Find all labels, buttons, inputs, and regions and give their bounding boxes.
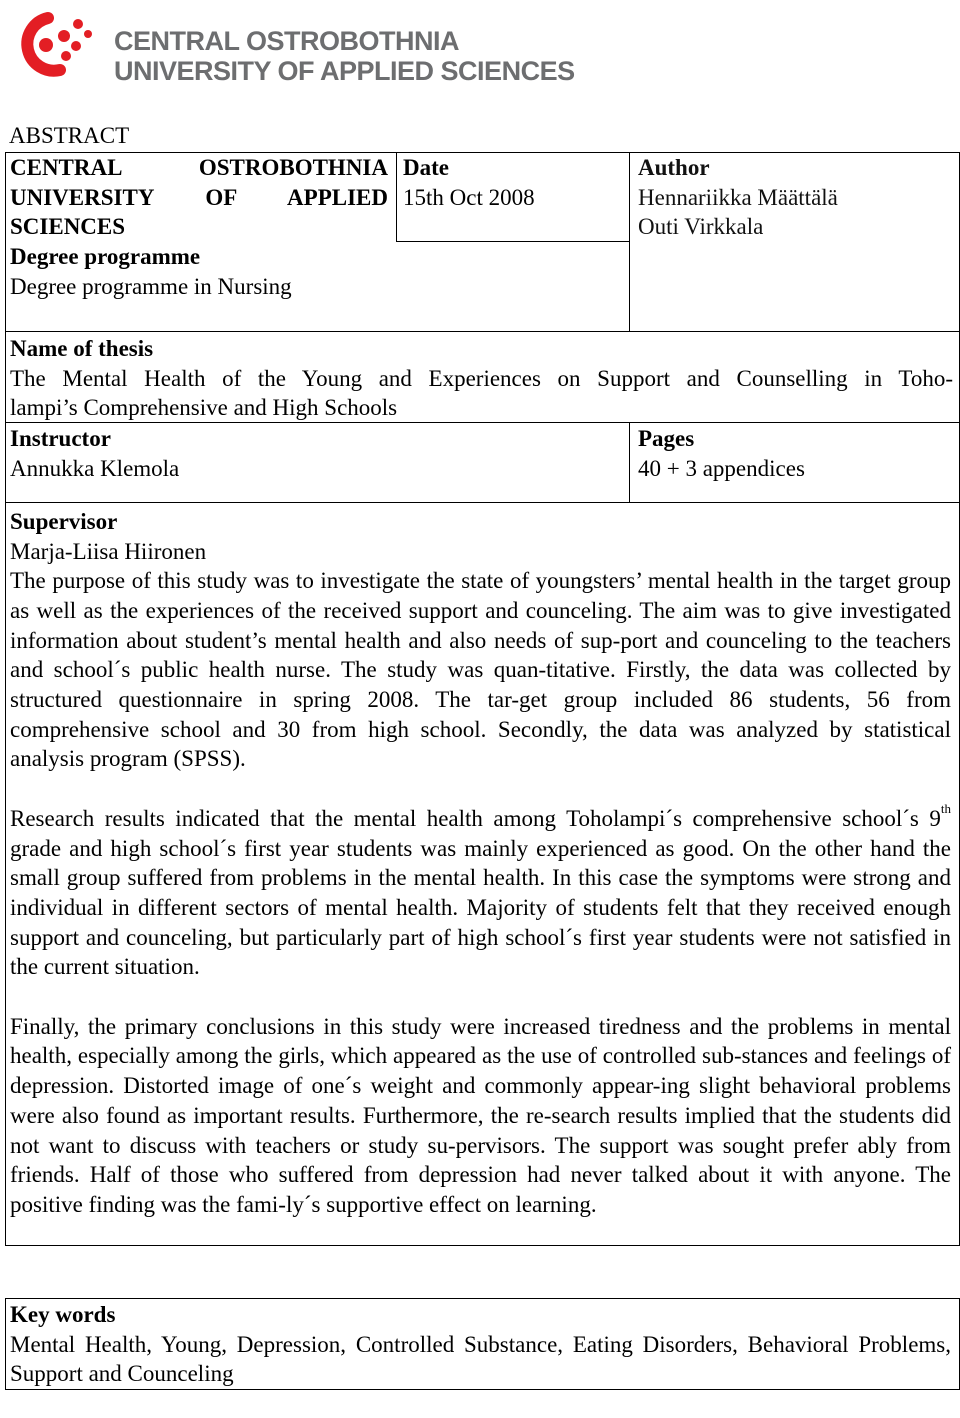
date-cell (396, 152, 630, 242)
author-cell (629, 152, 960, 332)
ordinal-superscript: th (940, 801, 951, 817)
author-label: Author (638, 155, 710, 180)
keywords-label: Key words (10, 1302, 116, 1327)
thesis-label: Name of thesis (10, 336, 154, 361)
abstract-heading: ABSTRACT (9, 123, 130, 148)
date-value: 15th Oct 2008 (403, 184, 535, 210)
abstract-paragraph-3: Finally, the primary conclusions in this study were increased tiredness and the problems in mental health, especially among the girls, which appeared as the use of controlled sub-stances and feelings of depression. Distorted image of one´s weight and commonly appear-ing slight behavioral problems were also found as important results. Furthermore, the re-search results implied that the students did not want to discuss with teachers or study su-pervisors. The support was sought prefer ably from friends. Half of those who suffered from depression had never talked about it with anyone. The positive finding was the fami-ly´s supportive effect on learning. (10, 1013, 951, 1217)
university-line-3: SCIENCES (10, 214, 126, 240)
instructor-label: Instructor (10, 426, 111, 451)
keywords-cell (5, 1298, 960, 1390)
keywords-value: Mental Health, Young, Depression, Controlled Substance, Eating Disorders, Behavioral Problems, Support and Counceling (10, 1331, 951, 1387)
degree-value: Degree programme in Nursing (10, 273, 292, 299)
pages-cell (629, 422, 960, 503)
supervisor-label: Supervisor (10, 509, 118, 534)
paragraph-2-part-b: grade and high school´s first year students was mainly experienced as good. On the other hand the small group suffered from problems in the mental health. In this case the symptoms were strong and individual in different sectors of mental health. Majority of students felt that they received enough support and counceling, but particularly part of high school´s first year students were not satisfied in the current situation. (10, 835, 951, 980)
degree-cell (5, 241, 630, 332)
thesis-title-line-1: The Mental Health of the Young and Experiences on Support and Counselling in Toho- (10, 365, 953, 391)
abstract-paragraph-1: The purpose of this study was to investigate the state of youngsters’ mental health in the target group as well as the experiences of the received support and counceling. The aim was to give investigated information about student’s mental health and also needs of sup-port and counceling to the teachers and school´s public health nurse. The study was quan-titative. Firstly, the data was collected by structured questionnaire in spring 2008. The tar-get group included 86 students, 56 from comprehensive school and 30 from high school. Secondly, the data was analyzed by statistical analysis program (SPSS). (10, 568, 951, 772)
author-name-2: Outi Virkkala (638, 214, 764, 240)
university-logo (18, 10, 575, 86)
pages-value: 40 + 3 appendices (638, 455, 805, 481)
author-name-1: Hennariikka Määttälä (638, 184, 838, 210)
paragraph-2-part-a: Research results indicated that the mental health among Toholampi´s comprehensive school´s 9 (10, 805, 941, 831)
thesis-title-line-2: lampi’s Comprehensive and High Schools (10, 395, 398, 421)
date-label: Date (403, 155, 449, 180)
logo-wordmark (114, 26, 575, 86)
thesis-cell (5, 331, 960, 423)
supervisor-value: Marja-Liisa Hiironen (10, 538, 207, 564)
university-line-2: UNIVERSITY OF APPLIED (10, 184, 388, 210)
logo-line-1: CENTRAL OSTROBOTHNIA (114, 26, 459, 56)
abstract-paragraph-2 (10, 801, 951, 982)
instructor-value: Annukka Klemola (10, 455, 180, 481)
university-cell (5, 152, 397, 242)
instructor-cell (5, 422, 630, 503)
university-line-1: CENTRAL OSTROBOTHNIA (10, 155, 388, 180)
summary-cell (5, 502, 960, 1246)
pages-label: Pages (638, 426, 695, 451)
degree-label: Degree programme (10, 244, 201, 269)
logo-line-2: UNIVERSITY OF APPLIED SCIENCES (114, 56, 575, 86)
logo-mark-icon (18, 10, 98, 80)
